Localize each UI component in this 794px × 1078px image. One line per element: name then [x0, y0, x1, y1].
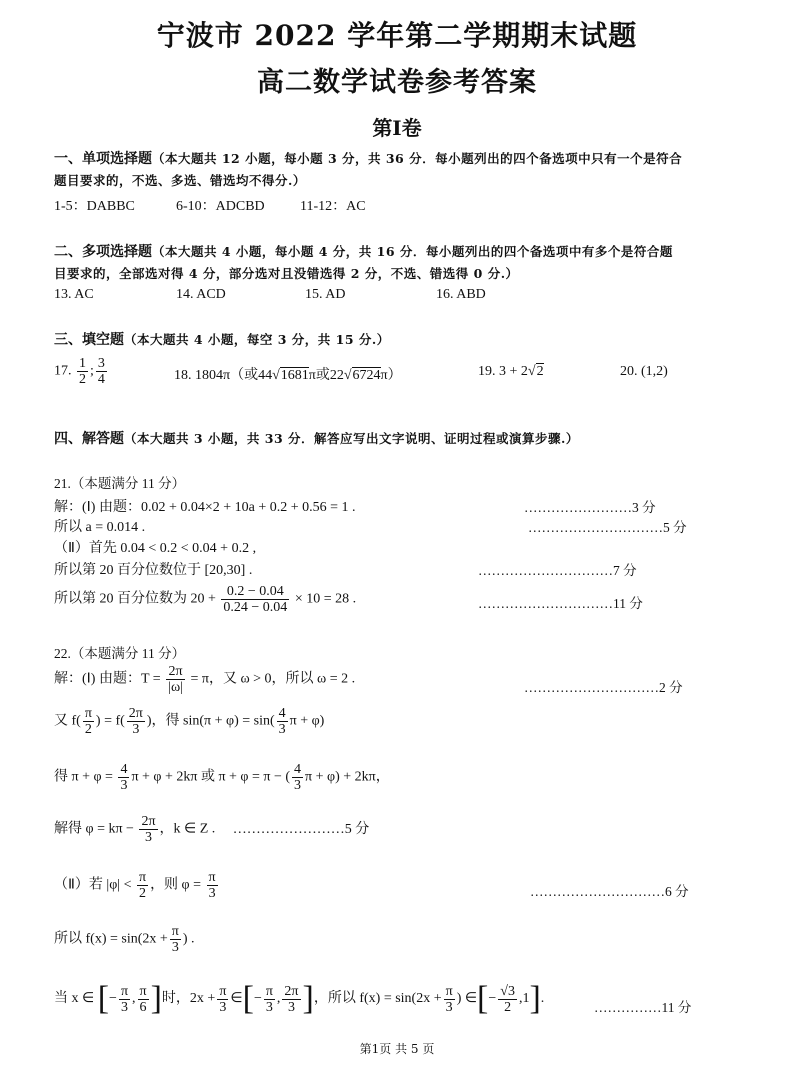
q21-score5: …………………………11 分	[478, 596, 643, 611]
q21-line4: 所以第 20 百分位数位于 [20,30] .	[54, 563, 253, 578]
q22-l7-b: 时，2x +	[161, 991, 216, 1007]
answer-15: 15. AD	[305, 287, 346, 302]
answer-14: 14. ACD	[176, 287, 226, 302]
answer-17: 17. $\frac{1}{2}$ ; $\frac{3}{4}$	[54, 356, 105, 387]
section4-note: （本大题共 3 小题，共 33 分．解答应写出文字说明、证明过程或演算步骤.）	[124, 431, 579, 446]
q22-l5-b: ，则 φ =	[150, 877, 202, 893]
frac-one-half: $\frac{1}{2}$	[79, 356, 86, 387]
section2-heading: 二、多项选择题	[54, 244, 152, 260]
q21-fraction	[221, 584, 289, 615]
q21-line5	[54, 584, 356, 615]
q21-score2: …………………………5 分	[528, 520, 687, 535]
q21-line5-prefix: 所以第 20 百分位数为 20 +	[54, 591, 216, 607]
answers-1-5: 1-5：DABBC	[54, 199, 135, 214]
page-footer: 第1页 共 5 页	[359, 1042, 435, 1056]
section4-heading: 四、解答题	[54, 431, 124, 447]
q22-line3: 得 π + φ = $\frac{4}{3}$ π + φ + 2kπ 或 π + φ = π − ( $\frac{4}{3}$ π + φ) + 2kπ，	[54, 762, 390, 793]
q22-l6-b: ) .	[182, 931, 195, 947]
q21-score1: ……………………3 分	[524, 500, 656, 515]
q22-score5: …………………………6 分	[530, 884, 689, 899]
q22-l3-b: π + φ + 2kπ 或 π + φ = π − (	[131, 769, 291, 785]
q22-l7-f: .	[540, 991, 545, 1007]
q22-l3-a: 得 π + φ =	[54, 769, 113, 785]
q22-l7-c: ∈	[230, 991, 243, 1007]
q21-frac-den: 0.24 − 0.04	[223, 600, 288, 615]
answers-6-10: 6-10：ADCBD	[176, 199, 265, 214]
q22-l7-e: ) ∈	[456, 991, 478, 1007]
q22-period-fraction	[166, 664, 185, 695]
exam-subtitle: 高二数学试卷参考答案	[257, 67, 537, 98]
answer-19: 19. 3 + 2√2	[478, 364, 544, 379]
q21-line3: （Ⅱ）首先 0.04 < 0.2 < 0.04 + 0.2 ,	[54, 541, 257, 556]
q18-close: ）	[387, 368, 402, 383]
answers-11-12: 11-12：AC	[300, 199, 366, 214]
q22-header: 22.（本题满分 11 分）	[54, 646, 186, 661]
answer-18: 18. 1804π（或44√1681π或22√6724π）	[174, 368, 402, 383]
q22-l4-a: 解得 φ = kπ −	[54, 821, 134, 837]
section2-heading-line	[54, 243, 673, 262]
section3-note: （本大题共 4 小题，每空 3 分，共 15 分.）	[124, 332, 390, 347]
q21-score4: …………………………7 分	[478, 563, 637, 578]
q22-score7: ……………11 分	[594, 1000, 692, 1015]
section1-note2: 题目要求的，不选、多选、错选均不得分.）	[54, 173, 306, 188]
q22-l2-d: π + φ)	[289, 713, 325, 729]
q21-frac-num: 0.2 − 0.04	[221, 584, 289, 600]
q21-line1: 解：(Ⅰ) 由题：0.02 + 0.04×2 + 10a + 0.2 + 0.56 = 1 .	[54, 500, 356, 515]
answer-16: 16. ABD	[436, 287, 486, 302]
q22-line6: 所以 f(x) = sin(2x + $\frac{\pi}{3}$ ) .	[54, 924, 195, 955]
section1-heading: 一、单项选择题	[54, 151, 152, 167]
answer-20: 20. (1,2)	[620, 364, 668, 379]
q22-l2-c: )，得 sin(π + φ) = sin(	[146, 713, 275, 729]
q22-l1-den: |ω|	[168, 680, 183, 695]
section3-heading: 三、填空题	[54, 332, 124, 348]
q22-line2: 又 f( $\frac{\pi}{2}$ ) = f( $\frac{2\pi}{3}$ )，得 sin(π + φ) = sin( $\frac{4}{3}$ π + φ)	[54, 706, 325, 737]
q22-l1-suffix: = π，又 ω > 0，所以 ω = 2 .	[190, 671, 356, 687]
q19-label: 19.	[478, 364, 496, 379]
section2-note1: （本大题共 4 小题，每小题 4 分，共 16 分．每小题列出的四个备选项中有多个是符合题	[152, 244, 673, 259]
q21-header: 21.（本题满分 11 分）	[54, 476, 186, 491]
q22-l7-d: ，所以 f(x) = sin(2x +	[313, 991, 442, 1007]
q21-line2: 所以 a = 0.014 .	[54, 520, 146, 535]
section4-heading-line	[54, 430, 579, 449]
section1-heading-line	[54, 150, 682, 169]
q22-score4: ……………………5 分	[232, 821, 370, 837]
volume-label: 第Ⅰ卷	[372, 116, 422, 140]
q22-line5: （Ⅱ）若 |φ| < $\frac{\pi}{2}$ ，则 φ = $\frac{\pi}{3}$	[54, 870, 216, 901]
frac-three-quarters: $\frac{3}{4}$	[97, 356, 105, 387]
exam-title: 宁波市 2022 学年第二学期期末试题	[156, 19, 638, 52]
q22-l2-a: 又 f(	[54, 713, 81, 729]
q22-l2-b: ) = f(	[95, 713, 125, 729]
q22-l7-a: 当 x ∈	[54, 991, 95, 1007]
answer-13: 13. AC	[54, 287, 94, 302]
q22-l1-num: 2π	[166, 664, 185, 680]
q18-or: 或	[315, 368, 330, 383]
q21-line5-suffix: × 10 = 28 .	[294, 591, 357, 607]
q22-l3-c: π + φ) + 2kπ，	[305, 769, 390, 785]
section1-note1: （本大题共 12 小题，每小题 3 分，共 36 分．每小题列出的四个备选项中只有一个是符合	[152, 151, 683, 166]
q22-l5-a: （Ⅱ）若 |φ| <	[54, 877, 132, 893]
q22-score1: …………………………2 分	[524, 680, 683, 695]
section3-heading-line	[54, 331, 390, 350]
q22-line4: 解得 φ = kπ − $\frac{2\pi}{3}$ ，k ∈ Z . ……………………5 分	[54, 814, 370, 845]
q22-line1	[54, 664, 355, 695]
q18-label: 18. 1804π（或	[174, 368, 259, 383]
section2-note2: 目要求的，全部选对得 4 分，部分选对且没错选得 2 分，不选、错选得 0 分.）	[54, 266, 519, 281]
q17-label: 17.	[54, 363, 72, 379]
q22-l4-b: ，k ∈ Z .	[159, 821, 216, 837]
q22-l6-a: 所以 f(x) = sin(2x +	[54, 931, 168, 947]
q22-l1-prefix: 解：(Ⅰ) 由题：T =	[54, 671, 161, 687]
q22-line7: 当 x ∈ [− $\frac{\pi}{3}$ , $\frac{\pi}{6}$ ]时，2x + $\frac{\pi}{3}$ ∈[− $\frac{\pi}{3}$ , $\frac{2\pi}{3}$ ]，所以 f(x) = sin(2x + $\frac{\pi}{3}$ ) ∈[− $\frac{√3}{2}$ ,1].	[54, 980, 545, 1017]
